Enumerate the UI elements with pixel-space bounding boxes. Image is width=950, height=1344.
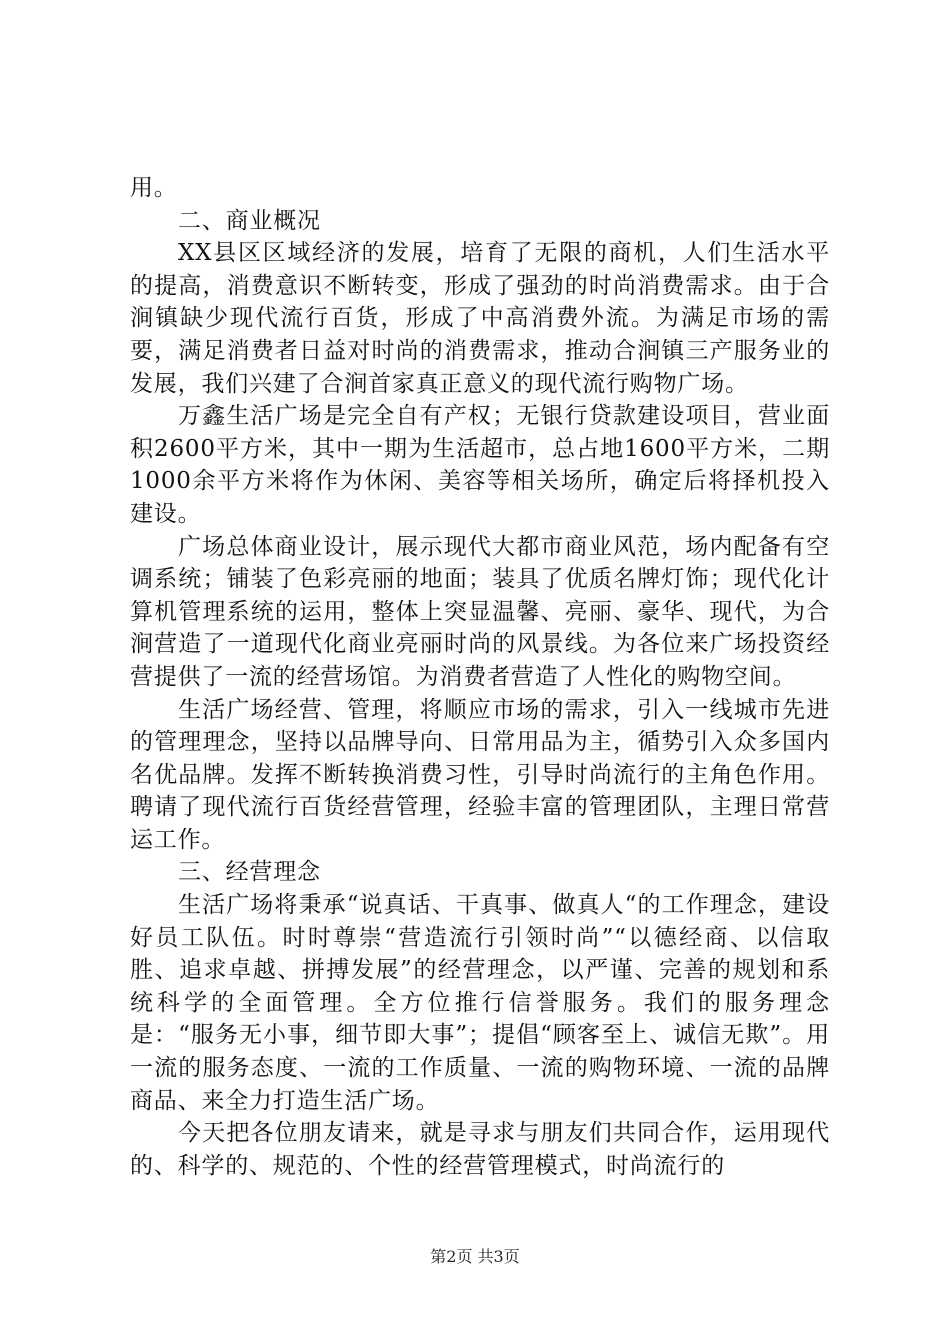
- paragraph-philosophy: 生活广场将秉承“说真话、干真事、做真人“的工作理念，建设好员工队伍。时时尊崇“营造流行引领时尚”“以德经商、以信取胜、追求卓越、拼搏发展”的经营理念，以严谨、完善的规划和系统科学的全面管理。全方位推行信誉服务。我们的服务理念是：“服务无小事，细节即大事”；提倡“顾客至上、诚信无欺”。用一流的服务态度、一流的工作质量、一流的购物环境、一流的品牌商品、来全力打造生活广场。: [130, 892, 830, 1114]
- paragraph-property-area: 万鑫生活广场是完全自有产权；无银行贷款建设项目，营业面积2600平方米，其中一期为生活超市，总占地1600平方米，二期1000余平方米将作为休闲、美容等相关场所，确定后将择机投入建设。: [130, 403, 830, 527]
- page-footer: 第2页 共3页: [430, 1247, 520, 1266]
- section-heading-business-overview: 二、商业概况: [178, 207, 321, 234]
- paragraph-continuation: 用。: [130, 175, 178, 201]
- document-body: [130, 172, 830, 1182]
- paragraph-management: 生活广场经营、管理，将顺应市场的需求，引入一线城市先进的管理理念，坚持以品牌导向、日常用品为主，循势引入众多国内名优品牌。发挥不断转换消费习性，引导时尚流行的主角色作用。聘请了现代流行百货经营管理，经验丰富的管理团队，主理日常营运工作。: [130, 696, 830, 853]
- section-heading-business-philosophy: 三、经营理念: [178, 859, 321, 886]
- paragraph-regional-economy: XX县区区域经济的发展，培育了无限的商机，人们生活水平的提高，消费意识不断转变，形成了强劲的时尚消费需求。由于合涧镇缺少现代流行百货，形成了中高消费外流。为满足市场的需要，满足消费者日益对时尚的消费需求，推动合涧镇三产服务业的发展，我们兴建了合涧首家真正意义的现代流行购物广场。: [130, 240, 830, 397]
- paragraph-invitation: 今天把各位朋友请来，就是寻求与朋友们共同合作，运用现代的、科学的、规范的、个性的经营管理模式，时尚流行的: [130, 1120, 830, 1179]
- paragraph-commercial-design: 广场总体商业设计，展示现代大都市商业风范，场内配备有空调系统；铺装了色彩亮丽的地面；装具了优质名牌灯饰；现代化计算机管理系统的运用，整体上突显温馨、亮丽、豪华、现代，为合涧营造了一道现代化商业亮丽时尚的风景线。为各位来广场投资经营提供了一流的经营场馆。为消费者营造了人性化的购物空间。: [130, 533, 830, 690]
